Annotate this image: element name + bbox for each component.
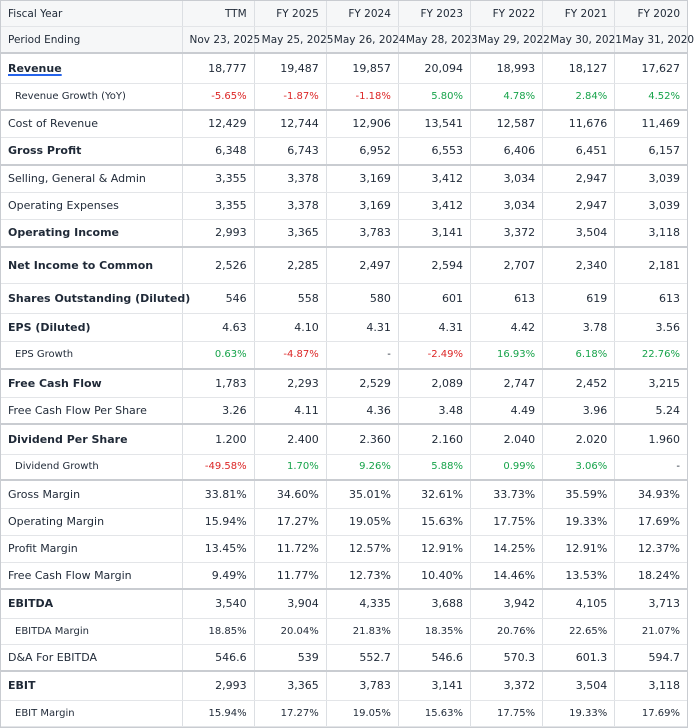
- table-cell: 34.93%: [615, 480, 687, 508]
- table-cell: 4.78%: [471, 83, 543, 110]
- table-cell: 3,378: [254, 165, 326, 192]
- table-cell: 4.52%: [615, 83, 687, 110]
- table-row: [1, 53, 687, 83]
- row-label-text: Selling, General & Admin: [8, 172, 146, 186]
- table-cell: -2.49%: [398, 341, 470, 369]
- table-cell: 3.78: [543, 313, 615, 341]
- period-date: May 25, 2025: [254, 27, 326, 54]
- table-cell: 22.76%: [615, 341, 687, 369]
- table-cell: 3,169: [326, 192, 398, 219]
- table-cell: 3,942: [471, 589, 543, 618]
- row-label-text: EBITDA Margin: [15, 625, 89, 637]
- table-cell: 0.63%: [182, 341, 254, 369]
- row-label: [1, 700, 182, 726]
- table-row: [1, 83, 687, 110]
- table-cell: 9.49%: [182, 562, 254, 589]
- table-cell: 15.94%: [182, 508, 254, 535]
- table-cell: 18,993: [471, 53, 543, 83]
- row-label-text: EPS (Diluted): [8, 320, 91, 334]
- table-cell: 12.91%: [398, 535, 470, 562]
- table-cell: 2,089: [398, 369, 470, 397]
- table-cell: -: [615, 454, 687, 480]
- table-cell: 3,412: [398, 165, 470, 192]
- table-cell: 3,355: [182, 165, 254, 192]
- table-cell: 19,487: [254, 53, 326, 83]
- table-cell: 17.75%: [471, 508, 543, 535]
- table-cell: 35.01%: [326, 480, 398, 508]
- table-cell: 11,469: [615, 110, 687, 137]
- table-cell: 11.77%: [254, 562, 326, 589]
- table-cell: -5.65%: [182, 83, 254, 110]
- table-cell: 17.69%: [615, 700, 687, 726]
- table-cell: 601.3: [543, 644, 615, 671]
- table-cell: 580: [326, 283, 398, 313]
- table-cell: 1,783: [182, 369, 254, 397]
- row-label-text: Operating Expenses: [8, 199, 119, 212]
- table-cell: 4.11: [254, 397, 326, 424]
- financials-table: [1, 1, 694, 727]
- table-cell: 17.69%: [615, 508, 687, 535]
- table-cell: 18,127: [543, 53, 615, 83]
- table-cell: 11,676: [543, 110, 615, 137]
- table-cell: 3,713: [615, 589, 687, 618]
- row-label: [1, 424, 182, 454]
- table-cell: 6,348: [182, 137, 254, 165]
- table-cell: 3,039: [615, 165, 687, 192]
- table-row: [1, 137, 687, 165]
- table-row: [1, 247, 687, 283]
- table-cell: 4,105: [543, 589, 615, 618]
- table-cell: 3,141: [398, 671, 470, 700]
- row-label: [1, 165, 182, 192]
- table-cell: 3,118: [615, 219, 687, 247]
- table-cell: 1.200: [182, 424, 254, 454]
- table-cell: 2.020: [543, 424, 615, 454]
- table-cell: 570.3: [471, 644, 543, 671]
- row-label: [1, 192, 182, 219]
- header-label: Fiscal Year: [1, 1, 182, 27]
- row-label: [1, 671, 182, 700]
- row-label: [1, 589, 182, 618]
- table-cell: 20.04%: [254, 618, 326, 644]
- period-date: Nov 23, 2025: [182, 27, 254, 54]
- row-label: [1, 480, 182, 508]
- table-cell: 4.49: [471, 397, 543, 424]
- table-cell: 558: [254, 283, 326, 313]
- table-cell: 4.10: [254, 313, 326, 341]
- row-label: [1, 219, 182, 247]
- row-label: [1, 562, 182, 589]
- row-label: [1, 283, 191, 313]
- column-header[interactable]: FY 2020: [615, 1, 687, 27]
- table-cell: 1.70%: [254, 454, 326, 480]
- table-cell: 3,039: [615, 192, 687, 219]
- table-row: [1, 397, 687, 424]
- table-cell: 17,627: [615, 53, 687, 83]
- table-cell: 15.63%: [398, 700, 470, 726]
- table-cell: 19.05%: [326, 508, 398, 535]
- table-cell: 2,993: [182, 219, 254, 247]
- table-cell: 15.63%: [398, 508, 470, 535]
- table-cell: 3,355: [182, 192, 254, 219]
- table-row: [1, 535, 687, 562]
- table-row: [1, 110, 687, 137]
- table-row: [1, 192, 687, 219]
- row-label-text: Free Cash Flow Margin: [8, 568, 132, 582]
- table-cell: 6,743: [254, 137, 326, 165]
- table-cell: -: [326, 341, 398, 369]
- table-row: [1, 644, 687, 671]
- table-cell: 11.72%: [254, 535, 326, 562]
- table-cell: 12.37%: [615, 535, 687, 562]
- table-cell: 3,904: [254, 589, 326, 618]
- table-cell: 12.73%: [326, 562, 398, 589]
- table-cell: 3,783: [326, 219, 398, 247]
- table-cell: 34.60%: [254, 480, 326, 508]
- table-cell: 4,335: [326, 589, 398, 618]
- row-label-text: Dividend Growth: [15, 461, 99, 473]
- table-cell: 6,952: [326, 137, 398, 165]
- table-row: [1, 454, 687, 480]
- row-label: [1, 341, 182, 369]
- table-cell: 613: [471, 283, 543, 313]
- table-cell: 19.33%: [543, 700, 615, 726]
- table-cell: 14.46%: [471, 562, 543, 589]
- table-cell: 552.7: [326, 644, 398, 671]
- table-cell: 546.6: [398, 644, 470, 671]
- row-label: [1, 83, 182, 110]
- table-cell: 3,215: [615, 369, 687, 397]
- table-cell: 33.73%: [471, 480, 543, 508]
- table-cell: 3,504: [543, 671, 615, 700]
- table-cell: 19.05%: [326, 700, 398, 726]
- column-header[interactable]: TTM: [182, 1, 254, 27]
- table-cell: 35.59%: [543, 480, 615, 508]
- table-cell: 2,747: [471, 369, 543, 397]
- table-cell: 13.45%: [182, 535, 254, 562]
- row-label: [1, 644, 182, 671]
- row-label: [1, 247, 182, 283]
- table-cell: 3,365: [254, 219, 326, 247]
- table-cell: 18.35%: [398, 618, 470, 644]
- table-cell: 6.18%: [543, 341, 615, 369]
- table-cell: 14.25%: [471, 535, 543, 562]
- row-label: [1, 535, 182, 562]
- row-label-text: Profit Margin: [8, 542, 78, 555]
- table-row: [1, 165, 687, 192]
- table-cell: 6,451: [543, 137, 615, 165]
- table-row: [1, 618, 687, 644]
- table-cell: 22.65%: [543, 618, 615, 644]
- table-cell: 12,587: [471, 110, 543, 137]
- row-label-text: Dividend Per Share: [8, 432, 128, 446]
- row-label-text: EBIT: [8, 679, 36, 693]
- table-cell: 2,181: [615, 247, 687, 283]
- table-cell: -1.18%: [326, 83, 398, 110]
- row-label: [1, 137, 182, 165]
- table-cell: 15.94%: [182, 700, 254, 726]
- table-row: [1, 313, 687, 341]
- table-row: [1, 341, 687, 369]
- table-cell: 12.91%: [543, 535, 615, 562]
- table-cell: 6,406: [471, 137, 543, 165]
- table-row: [1, 562, 687, 589]
- table-cell: 6,553: [398, 137, 470, 165]
- table-cell: 619: [543, 283, 615, 313]
- period-date: May 26, 2024: [326, 27, 398, 54]
- column-header[interactable]: FY 2022: [471, 1, 543, 27]
- table-cell: 3,141: [398, 219, 470, 247]
- table-cell: 2,293: [254, 369, 326, 397]
- row-label-text: Operating Income: [8, 226, 120, 240]
- row-label: [1, 397, 182, 424]
- row-label-text: Revenue Growth (YoY): [15, 90, 126, 102]
- table-cell: 4.42: [471, 313, 543, 341]
- header-row-period-ending: [1, 27, 687, 54]
- table-row: [1, 508, 687, 535]
- table-row: [1, 219, 687, 247]
- table-cell: 3,118: [615, 671, 687, 700]
- table-cell: 2.84%: [543, 83, 615, 110]
- table-cell: 2,707: [471, 247, 543, 283]
- table-cell: 3.06%: [543, 454, 615, 480]
- row-label-text: Free Cash Flow: [8, 376, 102, 390]
- table-cell: 3,034: [471, 165, 543, 192]
- column-header[interactable]: FY 2023: [398, 1, 470, 27]
- table-cell: -49.58%: [182, 454, 254, 480]
- table-cell: 3,034: [471, 192, 543, 219]
- table-cell: 3.26: [182, 397, 254, 424]
- table-cell: 13,541: [398, 110, 470, 137]
- column-header[interactable]: FY 2021: [543, 1, 615, 27]
- table-cell: 33.81%: [182, 480, 254, 508]
- table-cell: 2,452: [543, 369, 615, 397]
- table-cell: 17.75%: [471, 700, 543, 726]
- table-cell: 3,372: [471, 219, 543, 247]
- table-cell: 5.24: [615, 397, 687, 424]
- table-cell: 6,157: [615, 137, 687, 165]
- row-label-text: EBIT Margin: [15, 707, 75, 719]
- table-cell: 2,497: [326, 247, 398, 283]
- table-cell: 0.99%: [471, 454, 543, 480]
- table-cell: 3,688: [398, 589, 470, 618]
- table-cell: 2.400: [254, 424, 326, 454]
- table-row: [1, 480, 687, 508]
- row-label-text: D&A For EBITDA: [8, 650, 98, 664]
- table-cell: -4.87%: [254, 341, 326, 369]
- table-cell: 3.48: [398, 397, 470, 424]
- table-cell: 16.93%: [471, 341, 543, 369]
- table-cell: 2.040: [471, 424, 543, 454]
- row-label-text: Shares Outstanding (Diluted): [8, 291, 191, 305]
- row-label-text: Gross Profit: [8, 144, 82, 158]
- table-cell: 3.96: [543, 397, 615, 424]
- table-cell: 3,504: [543, 219, 615, 247]
- table-cell: 20.76%: [471, 618, 543, 644]
- table-cell: 3,783: [326, 671, 398, 700]
- table-cell: 4.31: [326, 313, 398, 341]
- table-cell: 2,529: [326, 369, 398, 397]
- period-date: May 30, 2021: [543, 27, 615, 54]
- table-cell: 2,947: [543, 192, 615, 219]
- table-cell: 19.33%: [543, 508, 615, 535]
- row-label-text: Gross Margin: [8, 487, 81, 501]
- row-label-text: Cost of Revenue: [8, 117, 98, 131]
- table-cell: 21.83%: [326, 618, 398, 644]
- table-cell: 5.88%: [398, 454, 470, 480]
- table-row: [1, 700, 687, 726]
- table-cell: 32.61%: [398, 480, 470, 508]
- row-label: [1, 369, 182, 397]
- header-row-fiscal-year: [1, 1, 687, 27]
- row-label-text: EPS Growth: [15, 349, 74, 361]
- period-date: May 31, 2020: [615, 27, 687, 54]
- period-date: May 28, 2023: [398, 27, 470, 54]
- row-label: [1, 618, 182, 644]
- table-row: [1, 369, 687, 397]
- table-cell: 21.07%: [615, 618, 687, 644]
- revenue-link[interactable]: Revenue: [8, 61, 62, 75]
- table-cell: 3,372: [471, 671, 543, 700]
- table-cell: 12.57%: [326, 535, 398, 562]
- table-cell: 3,378: [254, 192, 326, 219]
- column-header[interactable]: FY 2024: [326, 1, 398, 27]
- table-cell: 17.27%: [254, 700, 326, 726]
- table-cell: 10.40%: [398, 562, 470, 589]
- table-cell: 1.960: [615, 424, 687, 454]
- table-row: [1, 424, 687, 454]
- row-label-text: Net Income to Common: [8, 258, 154, 272]
- table-row: [1, 283, 687, 313]
- table-cell: 3,169: [326, 165, 398, 192]
- column-header[interactable]: FY 2025: [254, 1, 326, 27]
- table-cell: 2,594: [398, 247, 470, 283]
- table-cell: 5.80%: [398, 83, 470, 110]
- table-cell: 3,365: [254, 671, 326, 700]
- table-cell: 546: [182, 283, 254, 313]
- table-row: [1, 589, 687, 618]
- table-cell: 19,857: [326, 53, 398, 83]
- table-cell: 2,526: [182, 247, 254, 283]
- table-cell: 18.85%: [182, 618, 254, 644]
- table-cell: 4.31: [398, 313, 470, 341]
- table-cell: 3.56: [615, 313, 687, 341]
- row-label: [1, 508, 182, 535]
- table-cell: 12,744: [254, 110, 326, 137]
- table-cell: 13.53%: [543, 562, 615, 589]
- table-cell: 18,777: [182, 53, 254, 83]
- table-cell: 2,285: [254, 247, 326, 283]
- table-cell: 601: [398, 283, 470, 313]
- table-cell: 3,412: [398, 192, 470, 219]
- table-cell: 594.7: [615, 644, 687, 671]
- table-cell: 20,094: [398, 53, 470, 83]
- header-label: Period Ending: [1, 27, 182, 54]
- table-cell: 546.6: [182, 644, 254, 671]
- row-label-text: Free Cash Flow Per Share: [8, 403, 147, 417]
- row-label-text: Operating Margin: [8, 515, 105, 528]
- row-label: [1, 454, 182, 480]
- row-label: [1, 110, 182, 137]
- row-label[interactable]: [1, 53, 182, 83]
- table-cell: 2,993: [182, 671, 254, 700]
- table-cell: 2.360: [326, 424, 398, 454]
- table-row: [1, 671, 687, 700]
- table-cell: 2,340: [543, 247, 615, 283]
- table-cell: -1.87%: [254, 83, 326, 110]
- table-cell: 12,429: [182, 110, 254, 137]
- row-label-text: EBITDA: [8, 597, 54, 611]
- table-body: [1, 53, 687, 726]
- table-cell: 4.63: [182, 313, 254, 341]
- table-cell: 18.24%: [615, 562, 687, 589]
- table-cell: 12,906: [326, 110, 398, 137]
- table-cell: 539: [254, 644, 326, 671]
- table-cell: 4.36: [326, 397, 398, 424]
- row-label: [1, 313, 182, 341]
- table-cell: 2,947: [543, 165, 615, 192]
- table-cell: 613: [615, 283, 687, 313]
- table-cell: 9.26%: [326, 454, 398, 480]
- period-date: May 29, 2022: [471, 27, 543, 54]
- table-cell: 2.160: [398, 424, 470, 454]
- table-cell: 17.27%: [254, 508, 326, 535]
- table-cell: 3,540: [182, 589, 254, 618]
